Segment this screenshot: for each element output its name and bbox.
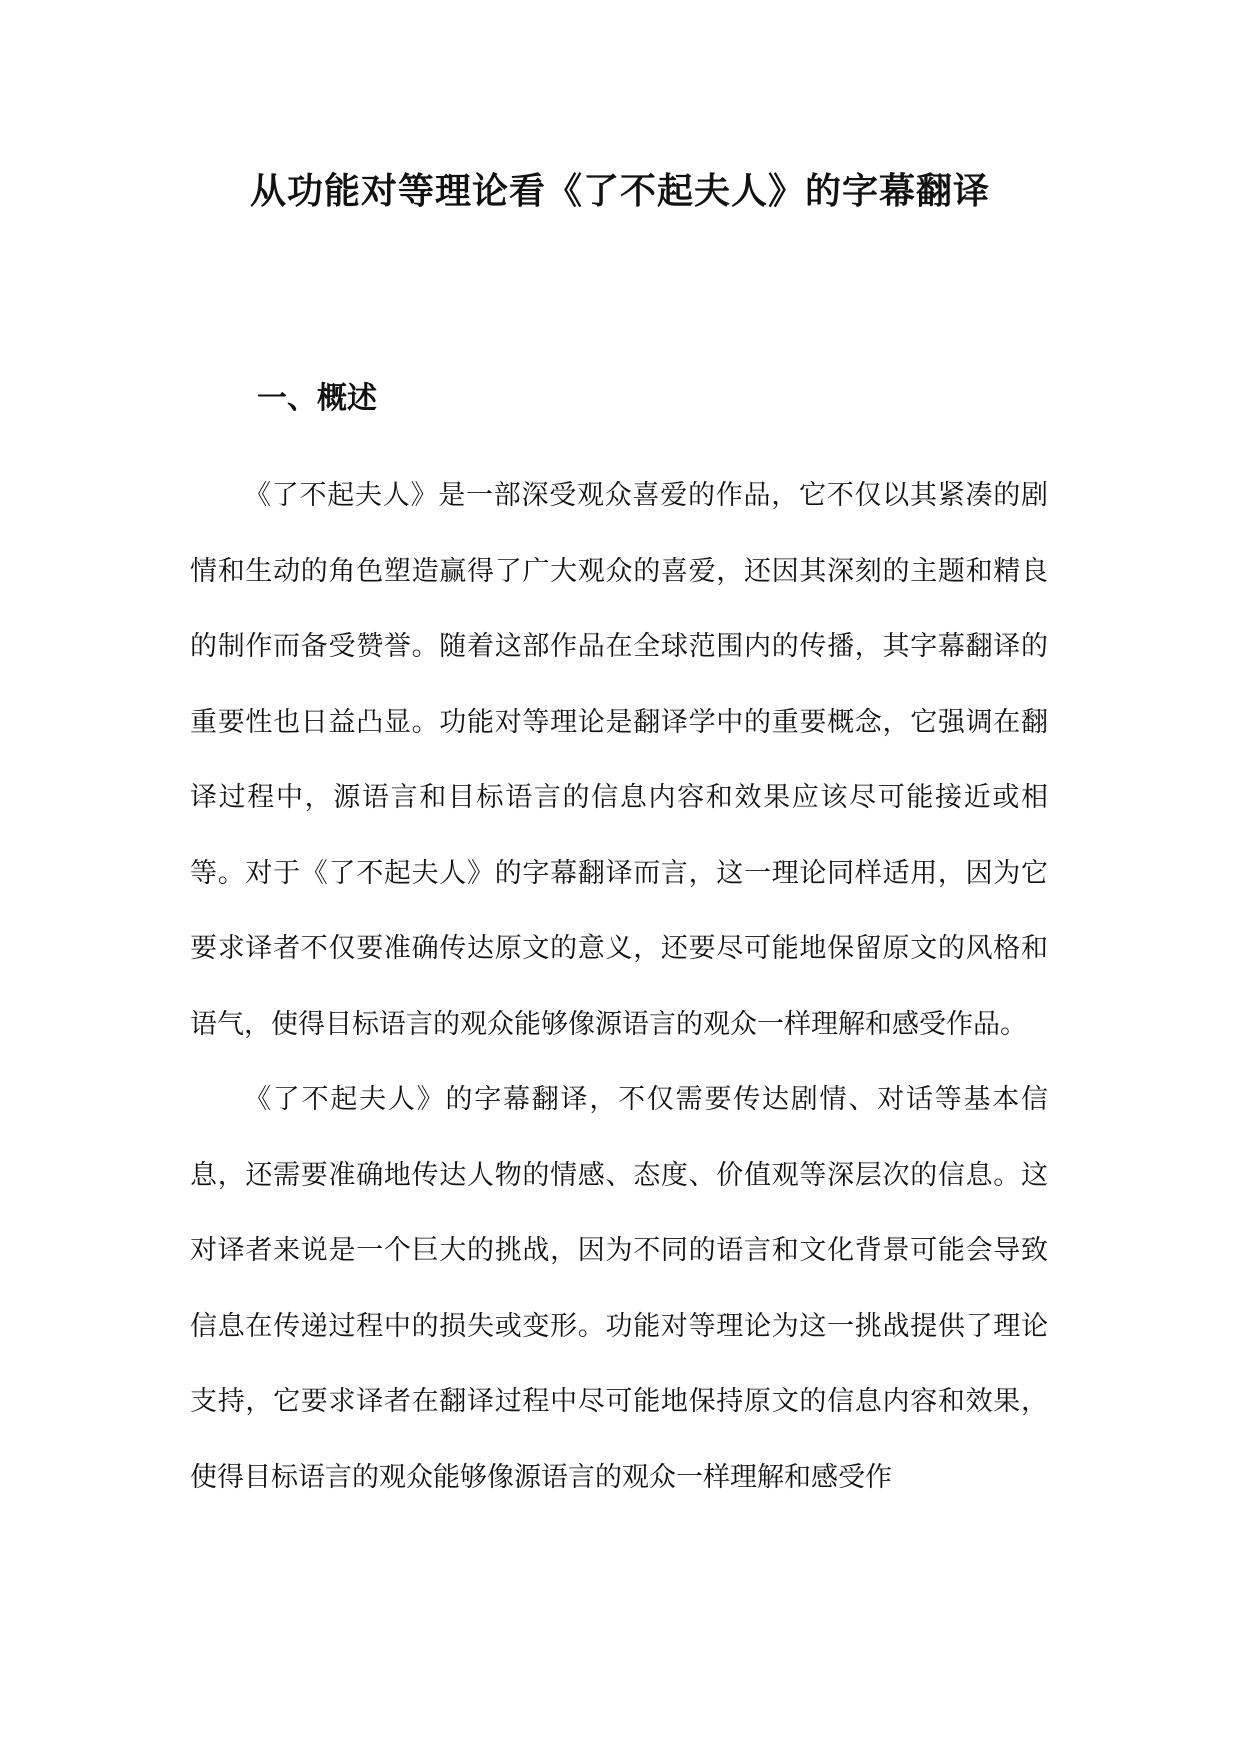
paragraph-2: 《了不起夫人》的字幕翻译，不仅需要传达剧情、对话等基本信息，还需要准确地传达人物的情感、态度、价值观等深层次的信息。这对译者来说是一个巨大的挑战，因为不同的语言和文化背景可能会导致信息在传递过程中的损失或变形。功能对等理论为这一挑战提供了理论支持，它要求译者在翻译过程中尽可能地保持原文的信息内容和效果，使得目标语言的观众能够像源语言的观众一样理解和感受作 — [190, 1084, 1048, 1493]
paragraph-1: 《了不起夫人》是一部深受观众喜爱的作品，它不仅以其紧凑的剧情和生动的角色塑造赢得了广大观众的喜爱，还因其深刻的主题和精良的制作而备受赞誉。随着这部作品在全球范围内的传播，其字幕翻译的重要性也日益凸显。功能对等理论是翻译学中的重要概念，它强调在翻译过程中，源语言和目标语言的信息内容和效果应该尽可能接近或相等。对于《了不起夫人》的字幕翻译而言，这一理论同样适用，因为它要求译者不仅要准确传达原文的意义，还要尽可能地保留原文的风格和语气，使得目标语言的观众能够像源语言的观众一样理解和感受作品。 — [190, 480, 1048, 1040]
section-heading: 一、概述 — [257, 381, 377, 416]
document-title: 从功能对等理论看《了不起夫人》的字幕翻译 — [249, 171, 990, 212]
document-body — [190, 458, 1048, 1515]
